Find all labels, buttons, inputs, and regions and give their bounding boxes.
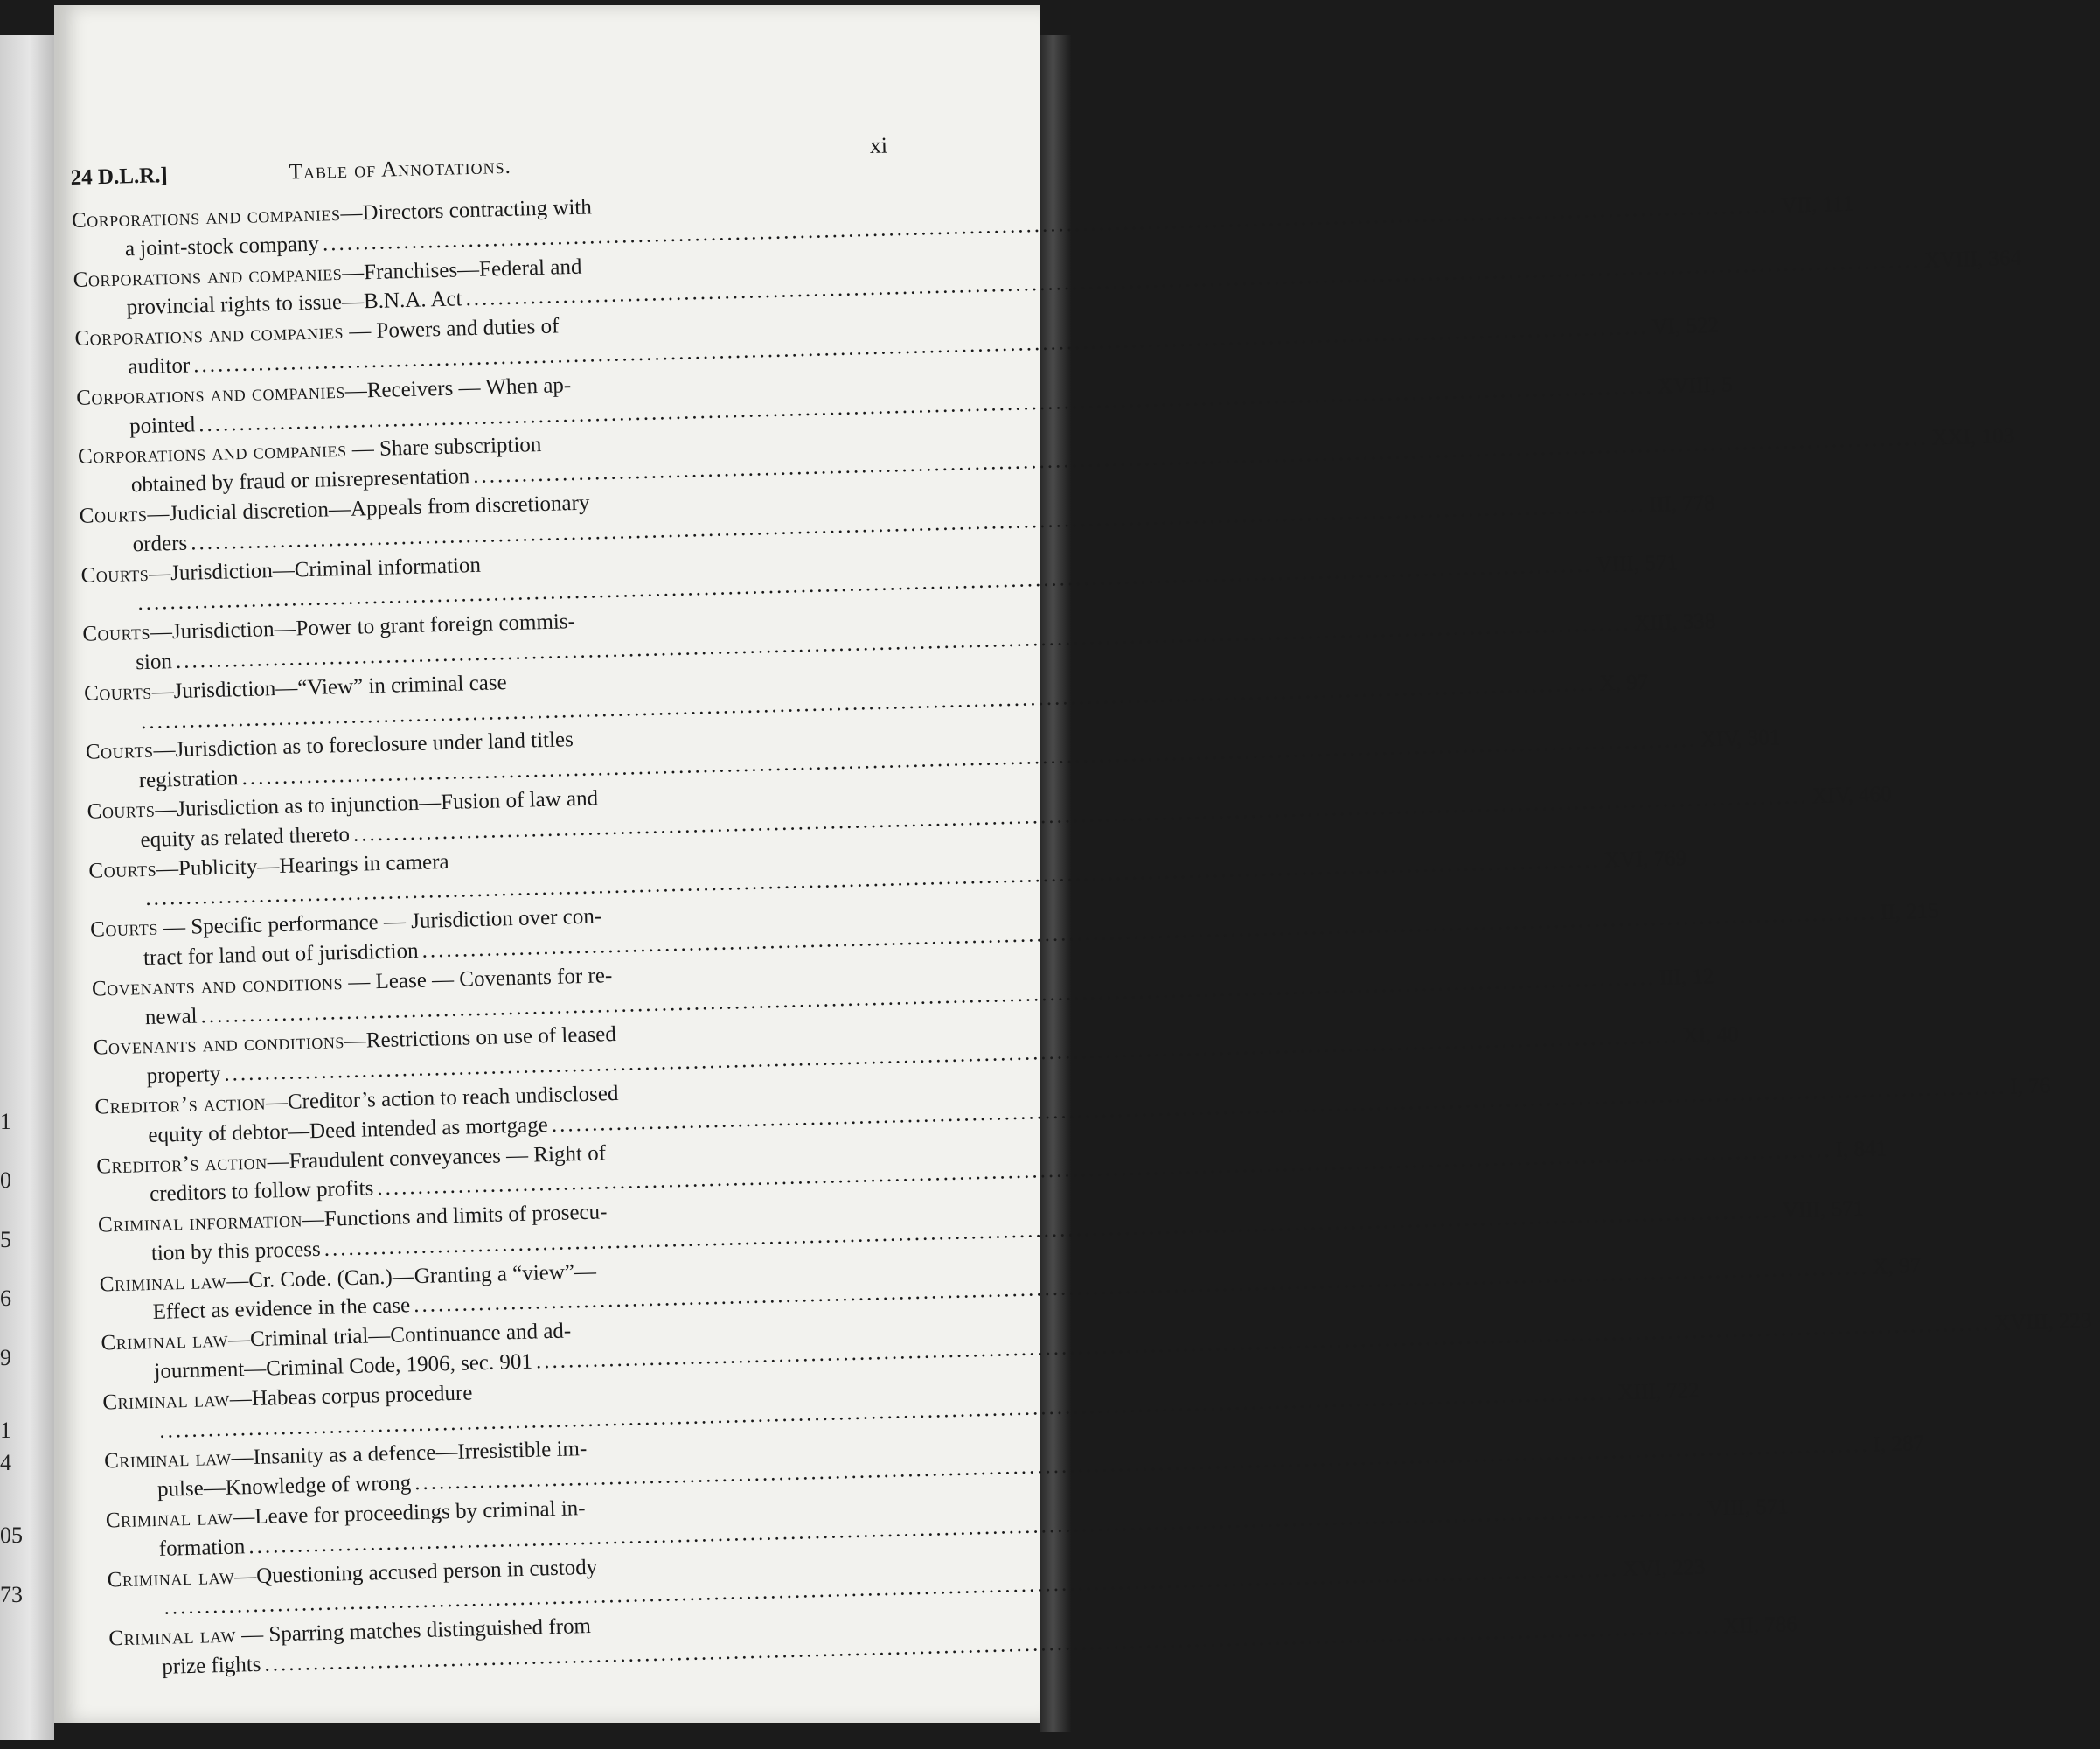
volume-page-reference: III, 778 bbox=[1649, 491, 1715, 517]
volume-page-reference: XIII, 722 bbox=[1617, 1378, 1700, 1404]
entry-subject: Criminal law bbox=[101, 1328, 229, 1355]
left-page-fragment: 9 bbox=[0, 1345, 11, 1370]
entry-continuation: pointed bbox=[129, 412, 196, 438]
volume-page-reference: VII, 111 bbox=[1781, 192, 1854, 218]
volume-page-reference: I, 841 bbox=[1835, 1137, 1888, 1162]
entry-topic: — Sparring matches distinguished from bbox=[235, 1614, 592, 1648]
entry-continuation: tion by this process bbox=[150, 1237, 321, 1265]
entry-continuation: registration bbox=[138, 766, 239, 793]
volume-page-reference: III, 12 bbox=[1658, 964, 1714, 990]
volume-page-reference: VIII, 571 bbox=[1782, 1196, 1865, 1223]
entry-topic: — Share subscription bbox=[346, 433, 542, 463]
entry-topic: —Criminal trial—Continuance and ad- bbox=[227, 1319, 572, 1353]
left-page-fragment: 1 bbox=[0, 1418, 11, 1443]
entry-topic: —Jurisdiction—“View” in criminal case bbox=[151, 670, 507, 704]
entry-subject: Courts bbox=[88, 857, 157, 883]
volume-page-reference: XVIII, 5 bbox=[1657, 372, 1733, 399]
volume-page-reference: X, 97 bbox=[1599, 670, 1649, 695]
entry-continuation: a joint-stock company bbox=[124, 232, 320, 261]
volume-page-reference: XIV, 460 bbox=[1811, 782, 1892, 808]
volume-page-reference: XII, 786 bbox=[1722, 1612, 1798, 1639]
volume-page-reference: XVIII, 223 bbox=[1994, 1309, 2092, 1335]
entry-subject: Criminal law bbox=[108, 1623, 237, 1651]
page-number: xi bbox=[869, 132, 888, 159]
entry-continuation: auditor bbox=[128, 353, 191, 380]
entry-topic: —Jurisdiction as to foreclosure under land titles bbox=[153, 728, 574, 763]
volume-page-reference: VI, 522 bbox=[1651, 313, 1720, 339]
page-title: Table of Annotations. bbox=[289, 154, 512, 185]
volume-page-reference: VIII, 571 bbox=[1707, 1494, 1790, 1521]
entry-subject: Corporations and companies bbox=[75, 379, 346, 410]
entry-continuation: tract for land out of jurisdiction bbox=[143, 938, 419, 971]
entry-topic: —Cr. Code. (Can.)—Granting a “view”— bbox=[226, 1259, 597, 1293]
entry-topic: —Publicity—Hearings in camera bbox=[156, 849, 449, 881]
entry-topic: —Jurisdiction—Criminal information bbox=[148, 553, 482, 586]
entry-continuation: formation bbox=[158, 1535, 246, 1561]
entry-subject: Criminal law bbox=[107, 1564, 235, 1592]
entry-topic: —Receivers — When ap- bbox=[344, 373, 572, 403]
entry-topic: —Functions and limits of prosecu- bbox=[302, 1200, 608, 1232]
entry-subject: Courts bbox=[83, 679, 153, 706]
entry-continuation: pulse—Knowledge of wrong bbox=[156, 1471, 412, 1502]
entry-topic: — Specific performance — Jurisdiction over con- bbox=[157, 904, 602, 940]
entry-topic: — Powers and duties of bbox=[343, 314, 560, 345]
volume-label: 24 D.L.R.] bbox=[70, 164, 169, 190]
entry-subject: Courts bbox=[82, 620, 151, 646]
left-page-fragment: 0 bbox=[0, 1167, 11, 1193]
entry-topic: —Franchises—Federal and bbox=[341, 254, 582, 285]
left-page-fragment: 05 bbox=[0, 1523, 23, 1548]
entry-continuation: creditors to follow profits bbox=[149, 1176, 374, 1207]
volume-page-reference: XVI, 769 bbox=[1603, 847, 1687, 873]
entry-topic: —Jurisdiction as to injunction—Fusion of law and bbox=[154, 786, 599, 822]
volume-page-reference: XI, 40 bbox=[1682, 1022, 1739, 1049]
entry-subject: Corporations and companies bbox=[71, 201, 341, 233]
annotation-list bbox=[71, 185, 2092, 1684]
entry-subject: Courts bbox=[87, 798, 156, 824]
entry-subject: Criminal law bbox=[102, 1387, 231, 1415]
entry-topic: —Fraudulent conveyances — Right of bbox=[267, 1140, 607, 1174]
entry-subject: Criminal law bbox=[105, 1505, 233, 1533]
page-content bbox=[70, 132, 2092, 1679]
entry-topic: —Judicial discretion—Appeals from discretionary bbox=[147, 491, 590, 526]
volume-page-reference: XVI, 223 bbox=[1622, 1556, 1706, 1582]
volume-page-reference: VIII, 571 bbox=[1596, 551, 1679, 577]
entry-subject: Covenants and conditions bbox=[93, 1029, 345, 1060]
entry-topic: —Insanity as a defence—Irresistible im- bbox=[231, 1437, 588, 1471]
volume-page-reference: XIII, 338 bbox=[1633, 609, 1716, 636]
left-page-fragment: 4 bbox=[0, 1450, 11, 1475]
entry-subject: Criminal law bbox=[99, 1269, 227, 1297]
entry-subject: Corporations and companies bbox=[77, 438, 347, 470]
left-page-fragment: 6 bbox=[0, 1286, 11, 1311]
volume-page-reference: XIV, 301 bbox=[1700, 726, 1781, 752]
entry-continuation: newal bbox=[144, 1004, 198, 1029]
entry-subject: Courts bbox=[79, 502, 148, 528]
entry-topic: —Leave for proceedings by criminal in- bbox=[232, 1496, 586, 1530]
entry-continuation: equity as related thereto bbox=[140, 822, 351, 852]
volume-page-reference: XXI, 103 bbox=[1931, 424, 2015, 450]
entry-continuation: Effect as evidence in the case bbox=[152, 1293, 411, 1325]
left-page-fragment: 73 bbox=[0, 1582, 23, 1607]
entry-topic: —Restrictions on use of leased bbox=[344, 1022, 617, 1054]
entry-subject: Criminal information bbox=[97, 1208, 303, 1237]
entry-subject: Corporations and companies bbox=[73, 261, 343, 292]
entry-subject: Criminal law bbox=[103, 1446, 232, 1474]
entry-subject: Covenants and conditions bbox=[91, 970, 344, 1001]
entry-subject: Corporations and companies bbox=[74, 320, 344, 352]
entry-continuation: prize fights bbox=[161, 1652, 261, 1679]
volume-page-reference: X, 97 bbox=[1872, 1254, 1922, 1279]
entry-continuation: obtained by fraud or misrepresentation bbox=[130, 464, 470, 498]
entry-continuation: property bbox=[146, 1062, 221, 1089]
entry-topic: —Directors contracting with bbox=[340, 195, 593, 226]
entry-subject: Courts bbox=[85, 739, 154, 765]
entry-topic: —Habeas corpus procedure bbox=[229, 1381, 473, 1411]
entry-topic: —Jurisdiction—Power to grant foreign commis- bbox=[150, 610, 576, 645]
entry-subject: Courts bbox=[89, 916, 159, 942]
adjacent-page bbox=[0, 35, 54, 1740]
volume-page-reference: II, 215 bbox=[1880, 899, 1939, 925]
entry-continuation: provincial rights to issue—B.N.A. Act bbox=[126, 287, 462, 320]
volume-page-reference: I, 287 bbox=[1873, 1432, 1925, 1457]
left-page-fragment: 1 bbox=[0, 1109, 11, 1134]
volume-page-reference: I, 76 bbox=[2009, 1073, 2051, 1098]
entry-topic: —Creditor’s action to reach undisclosed bbox=[265, 1081, 619, 1115]
entry-topic: — Lease — Covenants for re- bbox=[342, 963, 613, 994]
entry-subject: Courts bbox=[80, 561, 150, 588]
entry-continuation: journment—Criminal Code, 1906, sec. 901 bbox=[154, 1349, 533, 1384]
entry-topic: —Questioning accused person in custody bbox=[233, 1555, 598, 1589]
entry-subject: Creditor’s action bbox=[94, 1091, 267, 1119]
entry-subject: Creditor’s action bbox=[95, 1149, 268, 1179]
entry-continuation: equity of debtor—Deed intended as mortgage bbox=[148, 1112, 549, 1147]
left-page-fragment: 5 bbox=[0, 1227, 11, 1252]
entry-continuation: orders bbox=[132, 531, 188, 557]
entry-continuation: sion bbox=[135, 650, 173, 675]
volume-page-reference: XVIII, 364 bbox=[1923, 247, 2022, 273]
